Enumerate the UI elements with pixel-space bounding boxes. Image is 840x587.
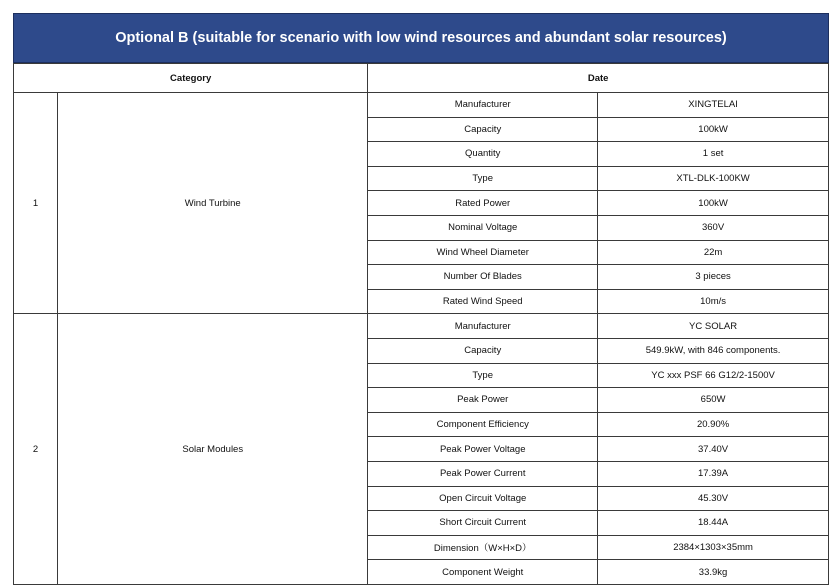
- param-value: 33.9kg: [598, 560, 829, 585]
- section-number: 2: [14, 314, 58, 585]
- param-value: 360V: [598, 215, 829, 240]
- param-value: 1 set: [598, 142, 829, 167]
- param-name: Rated Wind Speed: [368, 289, 598, 314]
- header-row: [14, 64, 829, 93]
- param-value: 3 pieces: [598, 265, 829, 290]
- param-name: Number Of Blades: [368, 265, 598, 290]
- table-title: Optional B (suitable for scenario with low wind resources and abundant solar resources): [13, 13, 829, 63]
- section-category: Wind Turbine: [58, 93, 368, 314]
- section-category: Solar Modules: [58, 314, 368, 585]
- param-name: Peak Power: [368, 388, 598, 413]
- param-name: Short Circuit Current: [368, 511, 598, 536]
- param-value: 650W: [598, 388, 829, 413]
- param-name: Quantity: [368, 142, 598, 167]
- param-name: Component Weight: [368, 560, 598, 585]
- param-value: XINGTELAI: [598, 93, 829, 118]
- param-value: YC xxx PSF 66 G12/2-1500V: [598, 363, 829, 388]
- section-number: 1: [14, 93, 58, 314]
- param-value: YC SOLAR: [598, 314, 829, 339]
- param-name: Open Circuit Voltage: [368, 486, 598, 511]
- spec-table: [13, 63, 829, 585]
- param-value: 10m/s: [598, 289, 829, 314]
- param-name: Capacity: [368, 338, 598, 363]
- table-row: [14, 314, 829, 339]
- param-value: 22m: [598, 240, 829, 265]
- table-row: [14, 93, 829, 118]
- category-header: Category: [14, 64, 368, 93]
- param-value: 18.44A: [598, 511, 829, 536]
- param-value: 20.90%: [598, 412, 829, 437]
- param-name: Nominal Voltage: [368, 215, 598, 240]
- param-name: Capacity: [368, 117, 598, 142]
- data-header: Date: [368, 64, 829, 93]
- param-value: 549.9kW, with 846 components.: [598, 338, 829, 363]
- param-name: Type: [368, 363, 598, 388]
- param-value: 17.39A: [598, 461, 829, 486]
- param-name: Wind Wheel Diameter: [368, 240, 598, 265]
- param-value: 2384×1303×35mm: [598, 535, 829, 560]
- param-name: Component Efficiency: [368, 412, 598, 437]
- param-name: Peak Power Current: [368, 461, 598, 486]
- param-value: 100kW: [598, 191, 829, 216]
- param-name: Type: [368, 166, 598, 191]
- param-name: Dimension（W×H×D）: [368, 535, 598, 560]
- param-name: Rated Power: [368, 191, 598, 216]
- param-value: 37.40V: [598, 437, 829, 462]
- param-name: Manufacturer: [368, 314, 598, 339]
- param-name: Peak Power Voltage: [368, 437, 598, 462]
- param-value: XTL-DLK-100KW: [598, 166, 829, 191]
- spec-body: [14, 93, 829, 585]
- param-value: 100kW: [598, 117, 829, 142]
- param-value: 45.30V: [598, 486, 829, 511]
- spec-sheet: [13, 13, 829, 585]
- param-name: Manufacturer: [368, 93, 598, 118]
